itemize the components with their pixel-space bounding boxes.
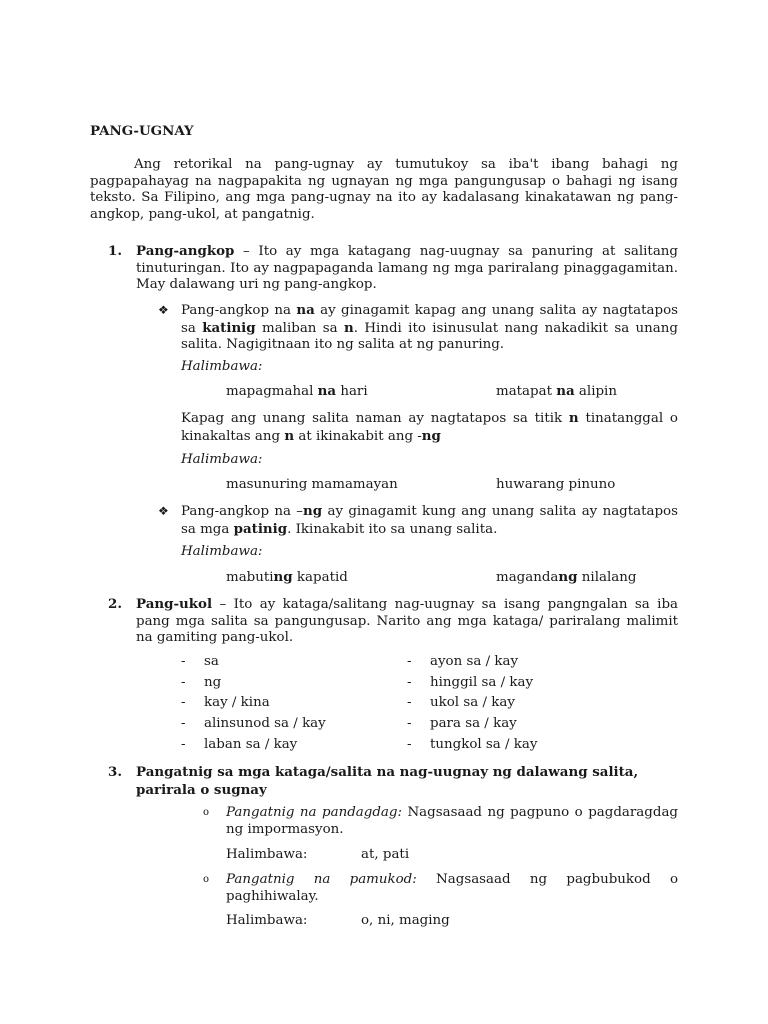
- text: . Ikinakabit ito sa unang salita.: [287, 521, 498, 537]
- text: Kapag ang unang salita naman ay nagtatapos sa titik: [181, 411, 569, 426]
- list-item: tungkol sa / kay: [430, 737, 538, 752]
- bold-text: patinig: [233, 520, 288, 537]
- italic-label: Pangatnig na pandagdag:: [226, 805, 402, 820]
- intro-paragraph: Ang retorikal na pang-ugnay ay tumutukoy sa iba't ibang bahagi ng pagpapahayag na nagpapakita ng ugnayan ng mga pangungusap o bahagi ng isang teksto. Sa Filipino, ang mga pang-ugnay na ito ay kadalasang kinakatawan ng pang-angkop, pang-ukol, at pangatnig.: [90, 157, 678, 222]
- circle-bullet-icon: o: [203, 807, 210, 818]
- list-item: sa: [204, 654, 219, 669]
- text: at ikinakabit ang -: [294, 428, 422, 444]
- bold-text: na: [556, 383, 575, 399]
- text: maliban sa: [255, 320, 345, 336]
- text: Nagsasaad ng pagbubukod o paghihiwalay.: [226, 872, 678, 904]
- list-dash: -: [407, 716, 412, 731]
- text: mabuti: [226, 570, 274, 585]
- italic-label: Pangatnig na pamukod:: [226, 872, 417, 887]
- example-right: huwarang pinuno: [496, 477, 616, 492]
- item-heading: Pang-ukol: [136, 596, 213, 612]
- halimbawa-label: Halimbawa:: [226, 913, 308, 928]
- list-item: kay / kina: [204, 695, 270, 710]
- bold-text: ng: [303, 503, 323, 519]
- text: nilalang: [577, 570, 637, 585]
- list-item: alinsunod sa / kay: [204, 716, 326, 731]
- list-item: laban sa / kay: [204, 737, 298, 752]
- bold-text: ng: [558, 569, 578, 585]
- halimbawa-label: Halimbawa:: [181, 359, 263, 374]
- example-left: [226, 569, 348, 587]
- text: mapagmahal: [226, 384, 318, 399]
- bold-text: na: [317, 383, 337, 399]
- item-number: 1.: [108, 243, 122, 259]
- item-number: 3.: [108, 764, 122, 780]
- item-pangatnig: [108, 764, 678, 799]
- bold-text: n: [344, 319, 354, 336]
- list-item: ayon sa / kay: [430, 654, 519, 669]
- item-heading: Pang-angkop: [136, 243, 235, 259]
- list-dash: -: [407, 737, 412, 752]
- text: kapatid: [292, 570, 348, 585]
- text: maganda: [496, 570, 559, 585]
- list-item: para sa / kay: [430, 716, 517, 731]
- list-item: hinggil sa / kay: [430, 675, 534, 690]
- halimbawa-label: Halimbawa:: [181, 452, 263, 467]
- list-dash: -: [407, 695, 412, 710]
- item-pang-ukol: [108, 596, 678, 647]
- bold-text: ng: [421, 427, 441, 444]
- bold-text: na: [296, 302, 315, 318]
- text: Pang-angkop na: [181, 303, 297, 318]
- text: tinatanggal o kinakaltas ang: [181, 411, 678, 444]
- diamond-bullet-icon: ❖: [158, 303, 169, 317]
- halimbawa-label: Halimbawa:: [226, 847, 308, 862]
- text: hari: [336, 384, 368, 399]
- bold-text: katinig: [202, 319, 256, 336]
- item-number: 2.: [108, 596, 122, 612]
- bold-text: n: [568, 410, 579, 426]
- list-dash: -: [181, 737, 186, 752]
- text: matapat: [496, 384, 557, 399]
- example-value: at, pati: [361, 847, 410, 862]
- text: . Hindi ito isinusulat nang nakadikit sa unang salita. Nagigitnaan ito ng salita at ng panuring.: [181, 320, 678, 353]
- example-right: [496, 569, 636, 587]
- list-item: ukol sa / kay: [430, 695, 515, 710]
- item-text: – Ito ay kataga/salitang nag-uugnay sa isang pangngalan sa iba pang mga salita sa pangungusap. Narito ang mga kataga/ pariralang malimit na gamiting pang-ukol.: [136, 597, 678, 646]
- page-title: PANG-UGNAY: [90, 123, 194, 139]
- item-heading: Pangatnig sa mga kataga/salita na nag-uugnay ng dalawang salita, parirala o sugnay: [136, 764, 639, 798]
- bold-text: ng: [273, 569, 293, 585]
- list-dash: -: [407, 654, 412, 669]
- circle-bullet-icon: o: [203, 874, 210, 885]
- paragraph-ng-rule: [181, 410, 678, 445]
- diamond-bullet-icon: ❖: [158, 504, 169, 518]
- list-dash: -: [181, 716, 186, 731]
- sub-pandagdag: [203, 805, 678, 838]
- item-pang-angkop: [108, 243, 678, 294]
- sub-pamukod: [203, 872, 678, 905]
- text: alipin: [574, 384, 617, 399]
- list-item: ng: [204, 675, 222, 690]
- text: ay ginagamit kung ang unang salita ay nagtatapos sa mga: [181, 504, 678, 537]
- example-left: masunuring mamamayan: [226, 477, 398, 492]
- bullet-pang-angkop-na: [158, 302, 678, 354]
- halimbawa-label: Halimbawa:: [181, 544, 263, 559]
- text: Nagsasaad ng pagpuno o pagdaragdag ng impormasyon.: [226, 805, 678, 837]
- list-dash: -: [181, 695, 186, 710]
- list-dash: -: [407, 675, 412, 690]
- bold-text: n: [284, 427, 295, 444]
- example-value: o, ni, maging: [361, 913, 450, 928]
- example-left: [226, 383, 368, 401]
- list-dash: -: [181, 675, 186, 690]
- text: Pang-angkop na –: [181, 504, 304, 519]
- item-text: – Ito ay mga katagang nag-uugnay sa panuring at salitang tinuturingan. Ito ay nagpapaganda lamang ng mga pariralang pinaggagamitan. May dalawang uri ng pang-angkop.: [136, 244, 678, 293]
- example-right: [496, 383, 617, 401]
- bullet-pang-angkop-ng: [158, 503, 678, 538]
- text: ay ginagamit kapag ang unang salita ay nagtatapos sa: [181, 303, 678, 336]
- list-dash: -: [181, 654, 186, 669]
